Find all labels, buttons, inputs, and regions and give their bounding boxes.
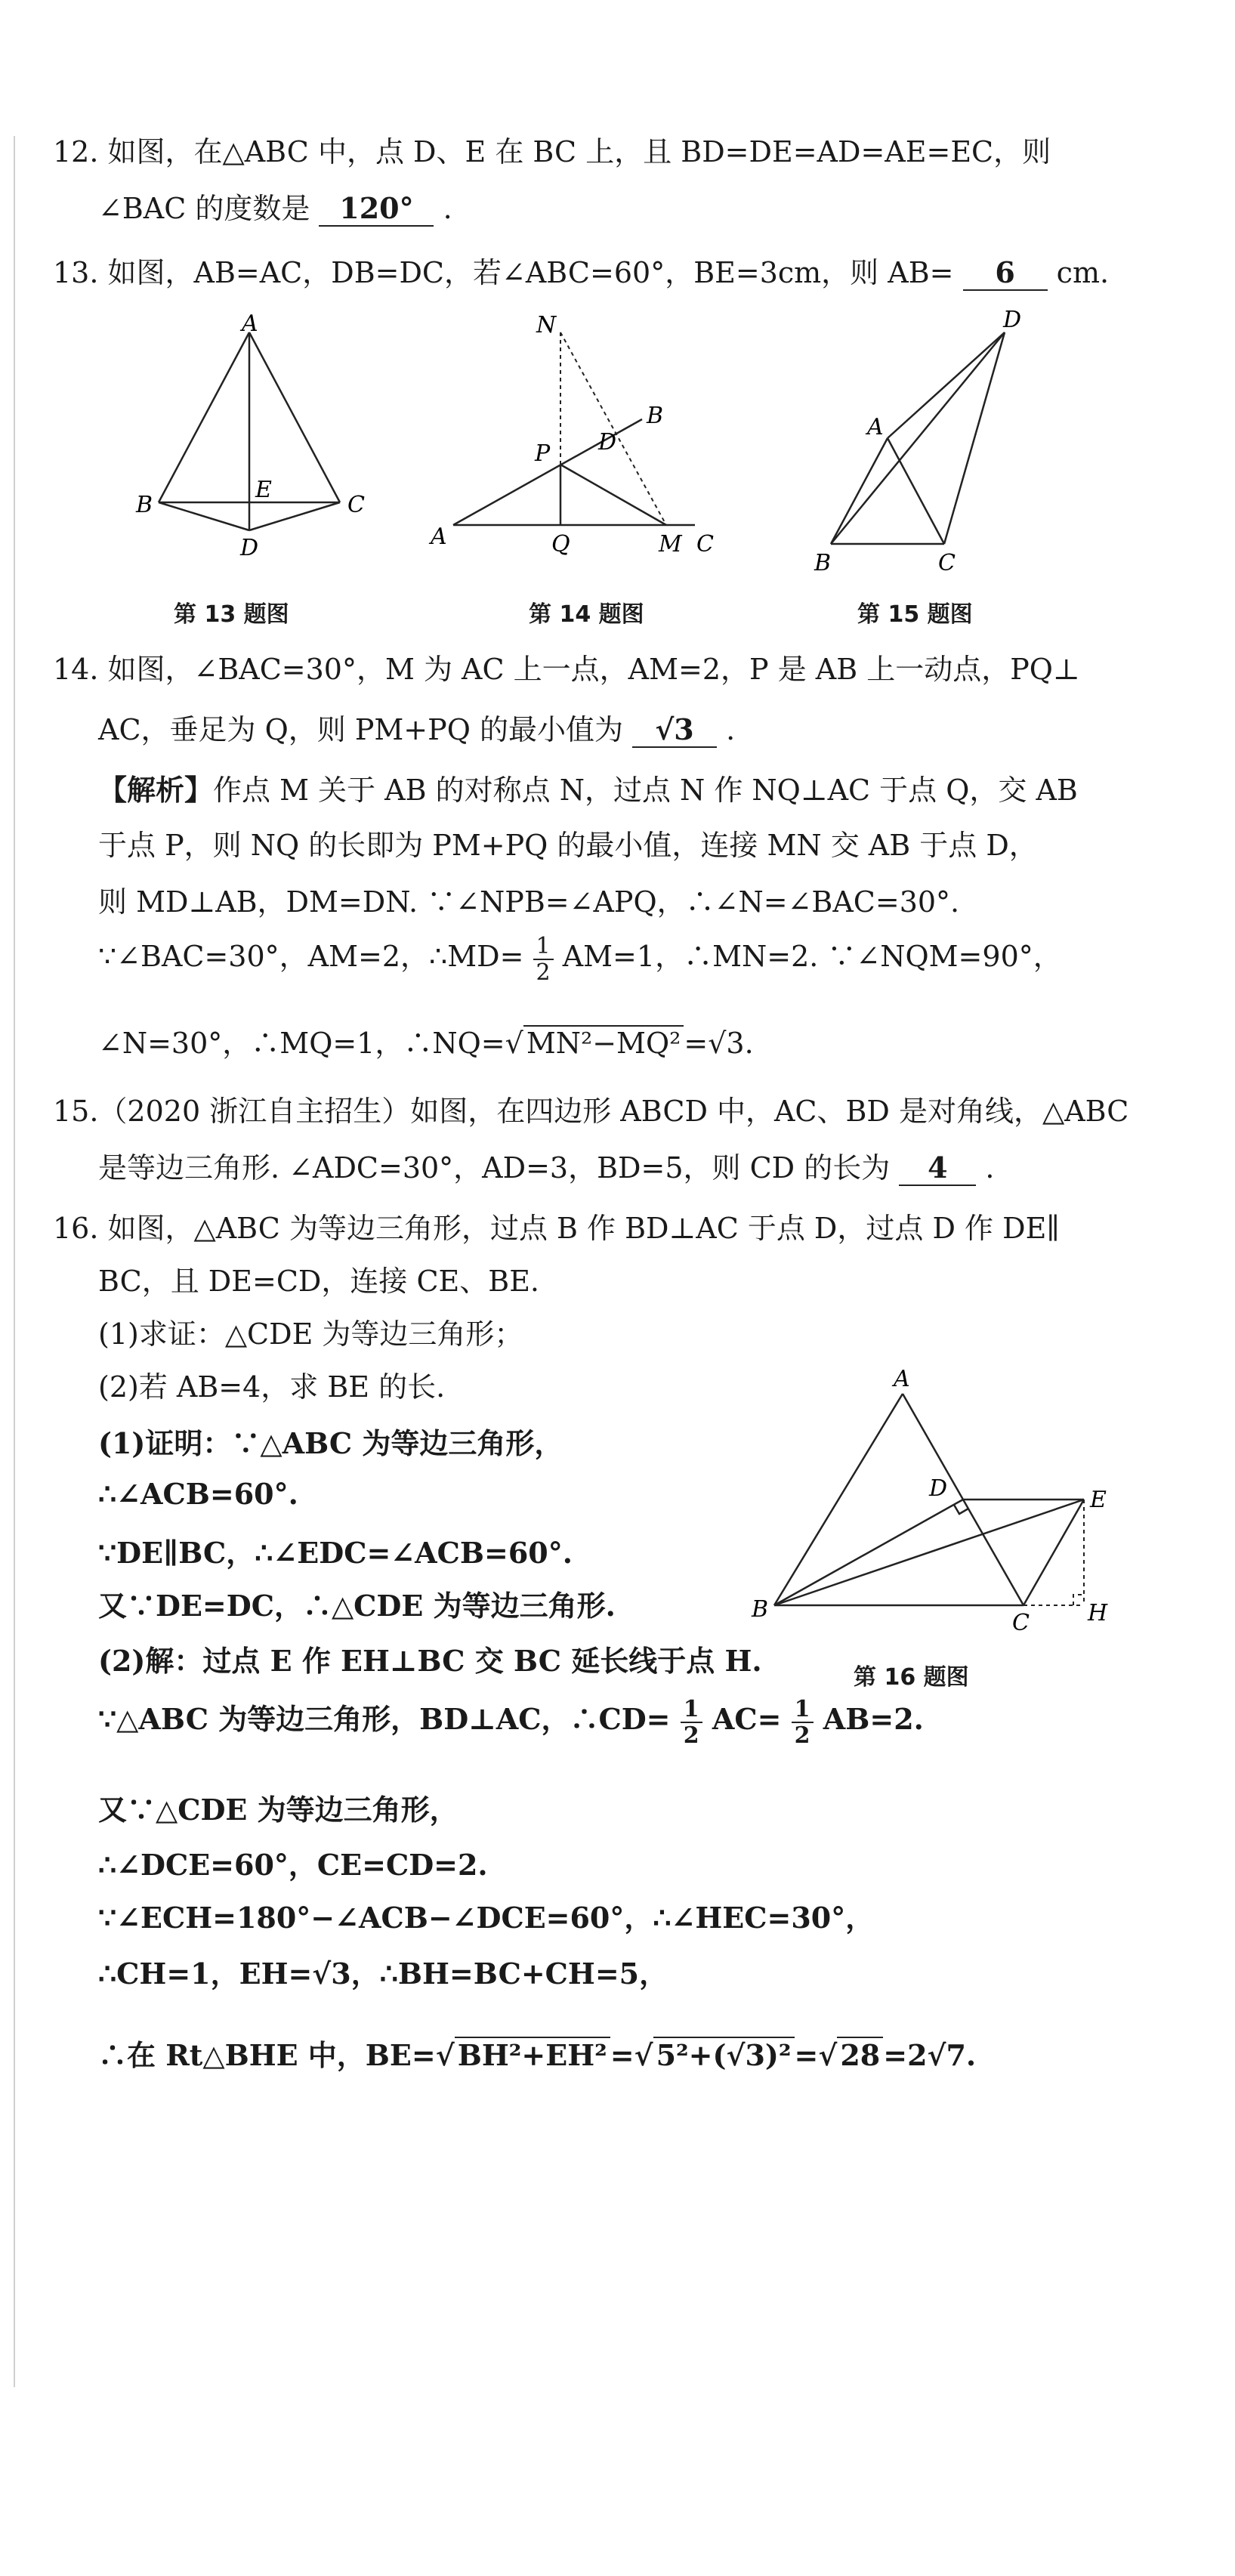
q14-fraction <box>533 934 554 985</box>
q16-sol-11a: ∴在 Rt△BHE 中，BE= <box>98 2038 436 2072</box>
fig13-label-b: B <box>136 492 153 518</box>
figure-13 <box>128 310 378 567</box>
q15-period: . <box>985 1151 995 1185</box>
q16-sol-6c: AB=2. <box>823 1702 924 1736</box>
q16-sol-8: ∴∠DCE=60°，CE=CD=2. <box>98 1848 488 1882</box>
fig16-label-a: A <box>894 1366 910 1392</box>
q16-sol-4: 又∵DE=DC，∴△CDE 为等边三角形. <box>98 1589 616 1623</box>
q16-sol-11c: = <box>794 2038 819 2072</box>
q16-part2: (2)若 AB=4，求 BE 的长. <box>98 1370 446 1404</box>
q14-analysis-line1 <box>98 767 1078 808</box>
q16-line1: 16. 如图，△ABC 为等边三角形，过点 B 作 BD⊥AC 于点 D，过点 D 作 DE∥ <box>53 1212 1060 1245</box>
fig16-label-c: C <box>1012 1610 1030 1636</box>
q13-line <box>53 249 1109 291</box>
fig15-label-a: A <box>867 414 884 440</box>
q16-fraction-2 <box>792 1697 814 1748</box>
q16-sol-6a: ∵△ABC 为等边三角形，BD⊥AC，∴CD= <box>98 1702 671 1736</box>
fig16-caption: 第 16 题图 <box>854 1664 969 1691</box>
q14-analysis-line4 <box>98 933 1062 985</box>
q14-analysis-line5: ∠N=30°，∴MQ=1，∴NQ=√ MN²−MQ² =√3. <box>98 1027 754 1060</box>
q14-line2 <box>98 706 735 748</box>
fig14-label-n: N <box>536 312 557 338</box>
q13-answer: 6 <box>963 255 1048 291</box>
q16-fraction-2-denominator: 2 <box>794 1722 810 1749</box>
q14-analysis-text4b: AM=1，∴MN=2. ∵∠NQM=90°， <box>562 940 1062 973</box>
fig14-caption: 第 14 题图 <box>529 601 644 628</box>
fig16-label-e: E <box>1090 1487 1107 1513</box>
q16-sol-11: ∴在 Rt△BHE 中，BE=√ BH²+EH² =√ 5²+(√3)² =√ 28 =2√7. <box>98 2038 977 2072</box>
fig14-label-m: M <box>659 531 682 558</box>
q15-line1: 15.（2020 浙江自主招生）如图，在四边形 ABCD 中，AC、BD 是对角线，△ABC <box>53 1095 1129 1128</box>
q14-analysis-line2: 于点 P，则 NQ 的长即为 PM+PQ 的最小值，连接 MN 交 AB 于点 D， <box>98 829 1038 862</box>
fig15-label-c: C <box>938 550 956 576</box>
q14-analysis-tag: 【解析】 <box>98 773 214 807</box>
q13-unit: cm. <box>1056 256 1110 289</box>
q16-fraction-1-denominator: 2 <box>683 1722 699 1749</box>
q16-fraction-1-numerator: 1 <box>681 1697 702 1723</box>
q13-question-text: 13. 如图，AB=AC，DB=DC，若∠ABC=60°，BE=3cm，则 AB= <box>53 256 954 289</box>
q16-sqrt-2: 5²+(√3)² <box>653 2037 795 2072</box>
q15-line2 <box>98 1144 995 1186</box>
fig15-label-d: D <box>1003 307 1022 333</box>
q14-analysis-text5a: ∠N=30°，∴MQ=1，∴NQ= <box>98 1027 505 1060</box>
q16-sol-11d: =2√7. <box>883 2038 977 2072</box>
q14-answer: √3 <box>632 712 717 748</box>
q16-sol-9: ∵∠ECH=180°−∠ACB−∠DCE=60°，∴∠HEC=30°， <box>98 1901 875 1935</box>
q14-question-text: AC，垂足为 Q，则 PM+PQ 的最小值为 <box>98 713 623 746</box>
figure-15 <box>801 298 1050 578</box>
figure-14 <box>423 310 740 567</box>
q14-fraction-numerator: 1 <box>533 934 554 960</box>
q14-period: . <box>726 713 736 746</box>
q16-sol-7: 又∵△CDE 为等边三角形， <box>98 1793 458 1827</box>
q16-sol-6b: AC= <box>712 1702 782 1736</box>
q16-line2: BC，且 DE=CD，连接 CE、BE. <box>98 1265 540 1298</box>
q12-line2 <box>98 185 452 227</box>
q16-sol-2: ∴∠ACB=60°. <box>98 1477 298 1511</box>
fig14-label-d: D <box>598 429 617 456</box>
q16-fraction-2-numerator: 1 <box>792 1697 814 1723</box>
q16-sqrt-1: BH²+EH² <box>455 2037 610 2072</box>
fig15-label-b: B <box>814 550 832 576</box>
fig14-label-c: C <box>696 531 714 558</box>
fig16-label-h: H <box>1088 1600 1108 1626</box>
q12-period: . <box>443 192 452 225</box>
q16-sol-10: ∴CH=1，EH=√3，∴BH=BC+CH=5， <box>98 1957 668 1991</box>
fig13-label-c: C <box>347 492 365 518</box>
q16-sol-6 <box>98 1696 924 1748</box>
q14-fraction-denominator: 2 <box>536 959 551 986</box>
q16-part1: (1)求证：△CDE 为等边三角形； <box>98 1317 523 1351</box>
q12-line1: 12. 如图，在△ABC 中，点 D、E 在 BC 上，且 BD=DE=AD=AE=EC，则 <box>53 135 1051 168</box>
q12-answer: 120° <box>319 191 434 227</box>
left-margin-line <box>14 136 15 2387</box>
fig16-label-d: D <box>929 1475 948 1502</box>
q16-sol-11b: = <box>610 2038 634 2072</box>
q12-question-text: ∠BAC 的度数是 <box>98 192 310 225</box>
q15-question-text: 是等边三角形. ∠ADC=30°，AD=3，BD=5，则 CD 的长为 <box>98 1151 891 1185</box>
q16-sqrt-3: 28 <box>837 2037 883 2072</box>
fig14-label-b: B <box>647 403 664 429</box>
q14-analysis-text1: 作点 M 关于 AB 的对称点 N，过点 N 作 NQ⊥AC 于点 Q，交 AB <box>213 774 1078 807</box>
q14-analysis-text5b: =√3. <box>684 1027 754 1060</box>
fig13-label-e: E <box>255 477 272 503</box>
fig16-label-b: B <box>752 1596 769 1623</box>
fig14-label-q: Q <box>551 531 570 558</box>
fig14-label-a: A <box>431 524 447 550</box>
fig15-caption: 第 15 题图 <box>857 601 973 628</box>
fig14-label-p: P <box>535 440 551 467</box>
q14-line1: 14. 如图，∠BAC=30°，M 为 AC 上一点，AM=2，P 是 AB 上一动点，PQ⊥ <box>53 653 1080 686</box>
q16-fraction-1 <box>681 1697 702 1748</box>
q14-analysis-text4a: ∵∠BAC=30°，AM=2，∴MD= <box>98 940 524 973</box>
q15-answer: 4 <box>899 1151 976 1186</box>
q16-sol-3: ∵DE∥BC，∴∠EDC=∠ACB=60°. <box>98 1536 573 1570</box>
figure-16 <box>744 1360 1122 1639</box>
q16-sol-1: (1)证明：∵△ABC 为等边三角形， <box>98 1426 563 1460</box>
q16-sol-5: (2)解：过点 E 作 EH⊥BC 交 BC 延长线于点 H. <box>98 1644 762 1678</box>
q14-analysis-line3: 则 MD⊥AB，DM=DN. ∵∠NPB=∠APQ，∴∠N=∠BAC=30°. <box>98 885 960 919</box>
q14-sqrt-expr: MN²−MQ² <box>523 1025 684 1060</box>
fig13-label-a: A <box>242 310 258 337</box>
fig13-caption: 第 13 题图 <box>174 601 289 628</box>
fig13-label-d: D <box>240 535 259 561</box>
